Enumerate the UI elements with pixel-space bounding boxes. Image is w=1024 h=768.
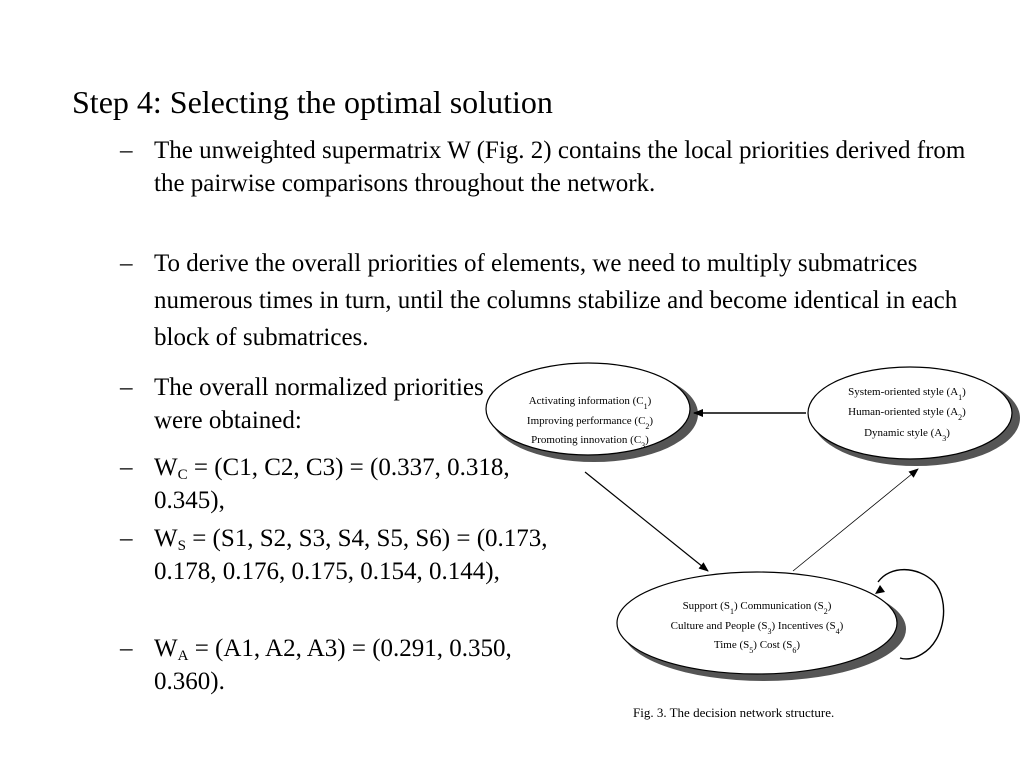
subcriteria-label-1: Support $(S_1)$ Communication $(S_2)$ (682, 600, 832, 616)
bullet-normalized (120, 371, 484, 437)
bullet-dash: – (120, 137, 133, 164)
weight-symbol: W (154, 635, 178, 662)
alternatives-label-1: System-oriented style $(A_1)$ (848, 386, 966, 402)
figure-caption: Fig. 3. The decision network structure. (633, 705, 835, 720)
bullet-supermatrix (120, 134, 974, 200)
bullet-text: The overall normalized priorities were obtained: (154, 374, 484, 434)
weight-subscript: C (177, 467, 188, 483)
weight-values: = (C1, C2, C3) = (0.337, 0.318, 0.345), (154, 454, 510, 514)
bullet-derive-priorities (120, 245, 974, 356)
self-loop-arrowhead (875, 585, 885, 594)
weight-values: = (S1, S2, S3, S4, S5, S6) = (0.173, 0.178, 0.176, 0.175, 0.154, 0.144), (154, 525, 548, 585)
criteria-label-1: Activating information $(C_1)$ (528, 395, 652, 411)
weight-values: = (A1, A2, A3) = (0.291, 0.350, 0.360). (154, 635, 512, 695)
alternatives-label-2: Human-oriented style $(A_2)$ (848, 406, 966, 422)
bullet-text: To derive the overall priorities of elements, we need to multiply submatrices numerous times in turn, until the columns stabilize and become identical in each block of submatrices. (154, 250, 958, 351)
subcriteria-label-2: Culture and People $(S_3)$ Incentives $(S_4)$ (670, 620, 844, 636)
weight-symbol: W (154, 454, 178, 481)
weight-symbol: W (154, 525, 178, 552)
bullet-dash: – (120, 250, 133, 277)
criteria-label-2: Improving performance $(C_2)$ (526, 415, 654, 431)
subcriteria-label-3: Time $(S_5)$ Cost $(S_6)$ (713, 639, 801, 655)
weight-subscript: A (177, 648, 189, 664)
bullet-text: The unweighted supermatrix W (Fig. 2) contains the local priorities derived from the pairwise comparisons throughout the network. (154, 137, 966, 197)
slide-title: Step 4: Selecting the optimal solution (72, 84, 553, 120)
bullet-dash: – (120, 374, 133, 401)
bullet-dash: – (120, 454, 133, 481)
weight-subscript: S (177, 538, 186, 554)
edge-c-to-s (585, 472, 708, 571)
decision-network-diagram (470, 350, 1024, 730)
edge-s-to-a (793, 469, 918, 571)
bullet-dash: – (120, 525, 133, 552)
criteria-label-3: Promoting innovation $(C_3)$ (531, 434, 649, 450)
bullet-dash: – (120, 635, 133, 662)
alternatives-label-3: Dynamic style $(A_3)$ (864, 427, 950, 443)
